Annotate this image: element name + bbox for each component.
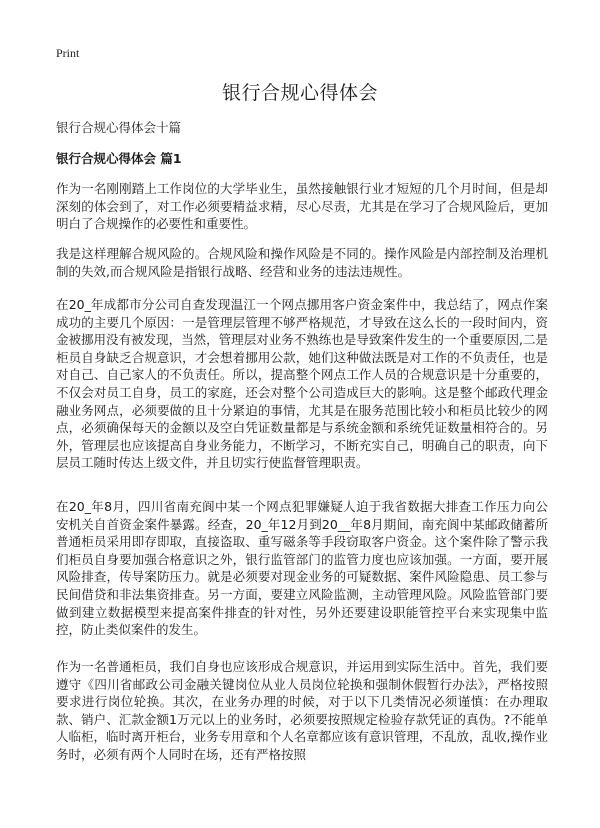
- paragraph: 在20_年成都市分公司自查发现温江一个网点挪用客户资金案件中，我总结了，网点作案成功的主要几个原因：一是管理层管理不够严格规范，才导致在这么长的一段时间内，资金被挪用没有被发现，当然，管理层对业务不熟练也是导致案件发生的一个重要原因,二是柜员自身缺乏合规意识，才会想着挪用公款，她们这种做法既是对工作的不负责任，也是对自己、自己家人的不负责任。所以，提高整个网点工作人员的合规意识是十分重要的，不仅会对员工自身，员工的家庭，还会对整个公司造成巨大的影响。这是整个邮政代理金融业务网点，必须要做的且十分紧迫的事情，尤其是在服务范围比较小和柜员比较少的网点，必须确保每天的金额以及空白凭证数量都是与系统金额和系统凭证数量相符合的。另外，管理层也应该提高自身业务能力，不断学习，不断充实自己，明确自己的职责，向下层员工随时传达上级文件，并且切实行使监督管理职责。: [56, 297, 548, 471]
- paragraph: 在20_年8月，四川省南充阆中某一个网点犯罪嫌疑人迫于我省数据大排查工作压力向公安机关自首资金案件暴露。经查，20_年12月到20__年8月期间，南充阆中某邮政储蓄所普通柜员采用即存即取，直接盗取、重写磁条等手段窃取客户资金。这个案件除了警示我们柜员自身要加强合格意识之外，银行监管部门的监管力度也应该加强。一方面，要开展风险排查，传导案防压力。就是必须要对现金业务的可疑数据、案件风险隐患、员工参与民间借贷和非法集资排查。另一方面，要建立风险监测，主动管理风险。风险监管部门要做到建立数据模型来提高案件排查的针对性，另外还要建设职能管控平台来实现集中监控，防止类似案件的发生。: [56, 499, 548, 638]
- paragraph: 作为一名刚刚踏上工作岗位的大学毕业生，虽然接触银行业才短短的几个月时间，但是却深刻的体会到了，对工作必须要精益求精，尽心尽责，尤其是在学习了合规风险后，更加明白了合规操作的必要性和重要性。: [56, 181, 548, 232]
- section-heading: 银行合规心得体会 篇1: [56, 151, 182, 166]
- document-subtitle: 银行合规心得体会十篇: [56, 120, 182, 135]
- print-link[interactable]: Print: [56, 46, 80, 60]
- document-title: 银行合规心得体会: [221, 82, 378, 104]
- paragraph: 作为一名普通柜员，我们自身也应该形成合规意识，并运用到实际生活中。首先，我们要遵守《四川省邮政公司金融关键岗位从业人员岗位轮换和强制休假暂行办法》，严格按照要求进行岗位轮换。其次，在业务办理的时候，对于以下几类情况必须谨慎：在办理取款、销户、汇款金额1万元以上的业务时，必须要按照规定检验存款凭证的真伪。?不能单人临柜，临时离开柜台，业务专用章和个人名章都应该有意识管理，不乱放，乱收,操作业务时，必须有两个人同时在场，还有严格按照: [56, 659, 548, 762]
- paragraph: 我是这样理解合规风险的。合规风险和操作风险是不同的。操作风险是内部控制及治理机制的失效,而合规风险是指银行战略、经营和业务的违法违规性。: [56, 246, 548, 279]
